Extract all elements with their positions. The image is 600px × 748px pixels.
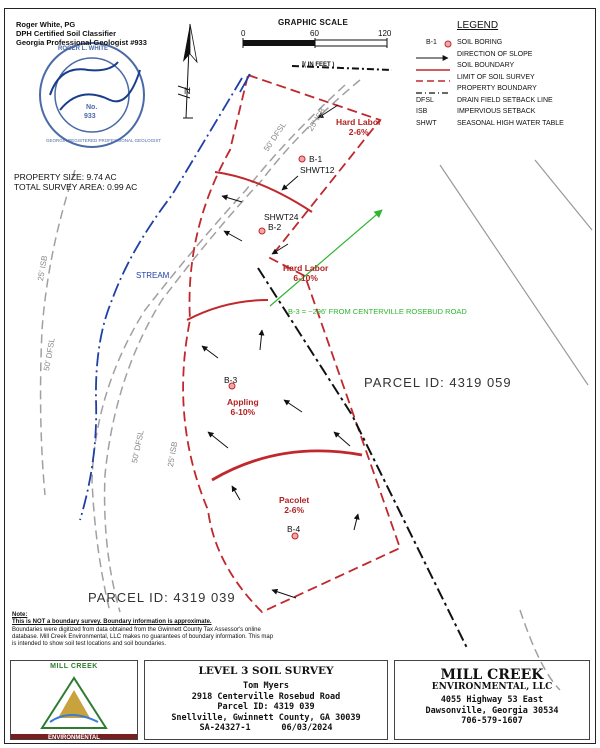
- seal-name: ROGER L. WHITE: [58, 46, 108, 52]
- slope-arrows: [202, 105, 358, 598]
- size-label: PROPERTY SIZE:: [14, 172, 85, 182]
- company-panel: [394, 660, 590, 740]
- scale-unit: ( IN FEET ): [304, 62, 335, 68]
- legend-symbols: [416, 41, 451, 93]
- legend-label: SOIL BOUNDARY: [457, 62, 515, 69]
- logo-bottom-text: ENVIRONMENTAL: [48, 735, 100, 741]
- setback-label: 25' ISB: [306, 106, 328, 133]
- soil-unit-hard-labor-2: Hard Labor 6-10%: [283, 263, 329, 283]
- legend-label: PROPERTY BOUNDARY: [457, 85, 537, 92]
- legend-title: LEGEND: [457, 20, 499, 31]
- scale-tick: 60: [310, 29, 319, 38]
- note-label: Note:: [12, 612, 28, 618]
- boring-b2-note: SHWT24: [264, 212, 299, 222]
- client-name: Tom Myers: [242, 681, 290, 691]
- seal-number-label: No.: [86, 104, 98, 111]
- geologist-seal: [40, 43, 144, 147]
- seal-number: 933: [84, 113, 96, 120]
- cert-line: Georgia Professional Geologist #933: [16, 38, 147, 47]
- legend-label: SOIL BORING: [457, 39, 503, 46]
- legend-label: LIMIT OF SOIL SURVEY: [457, 73, 535, 81]
- boring-b2-id: B-2: [268, 222, 282, 232]
- parcel-id-039: PARCEL ID: 4319 039: [88, 590, 236, 605]
- survey-date: 06/03/2024: [281, 723, 333, 733]
- company-suffix: ENVIRONMENTAL, LLC: [431, 682, 553, 692]
- scale-tick: 0: [241, 29, 246, 38]
- legend-label: SEASONAL HIGH WATER TABLE: [457, 119, 564, 127]
- note-underlined: This is NOT a boundary survey. Boundary information is approximate.: [12, 619, 212, 626]
- logo-panel: [10, 660, 138, 740]
- logo-text: MILL CREEK: [50, 663, 98, 670]
- parcel-line: Parcel ID: 4319 039: [217, 702, 315, 712]
- area-value: 0.99 AC: [107, 182, 138, 192]
- legend-label: IMPERVIOUS SETBACK: [457, 108, 536, 115]
- size-value: 9.74 AC: [86, 172, 117, 182]
- property-stats: [14, 172, 137, 192]
- survey-title: LEVEL 3 SOIL SURVEY: [198, 665, 334, 677]
- scale-tick: 120: [378, 29, 392, 38]
- boring-b4-id: B-4: [287, 524, 301, 534]
- job-line: [145, 723, 387, 734]
- seal-title: GEORGIA REGISTERED PROFESSIONAL GEOLOGIST: [46, 138, 162, 143]
- legend-label: DRAIN FIELD SETBACK LINE: [457, 96, 553, 104]
- company-phone: 706-579-1607: [461, 716, 523, 726]
- distance-arrow: [270, 210, 382, 306]
- city-line: Snellville, Gwinnett County, GA 30039: [171, 712, 361, 723]
- soil-unit-hard-labor-1: Hard Labor 2-6%: [336, 117, 382, 137]
- setback-label: 25' ISB: [166, 440, 180, 468]
- setback-label: 25' ISB: [36, 254, 50, 282]
- legend-symbol-text: ISB: [416, 108, 428, 115]
- boring-b1-note: SHWT12: [300, 165, 335, 175]
- company-city: Dawsonville, Georgia 30534: [425, 705, 559, 716]
- legend-symbol-text: DFSL: [416, 96, 434, 104]
- disclaimer-note: [12, 612, 274, 648]
- site-address: 2918 Centerville Rosebud Road: [191, 691, 341, 702]
- parcel-id-059: PARCEL ID: 4319 059: [364, 375, 512, 390]
- company-street: 4055 Highway 53 East: [440, 695, 544, 705]
- legend-label: DIRECTION OF SLOPE: [457, 50, 533, 58]
- soil-unit-pacolet: Pacolet 2-6%: [279, 495, 310, 515]
- boring-b3-id: B-3: [224, 375, 238, 385]
- company-name: MILL CREEK: [440, 667, 544, 683]
- scale-title: GRAPHIC SCALE: [278, 18, 349, 27]
- job-number: SA-24327-1: [199, 723, 251, 733]
- note-body: Boundaries were digitized from data obtained from the Gwinnett County Tax Assessor's online database. Mill Creek Environmental, LLC makes no guarantees of boundary information. This map is intended to show soil test locations and soil boundaries.: [12, 626, 274, 648]
- certification-block: [16, 20, 147, 47]
- stream-label: STREAM: [136, 271, 170, 280]
- setback-label: 50' DFSL: [130, 429, 146, 464]
- legend-symbol-text: SHWT: [416, 119, 437, 127]
- cert-line: DPH Certified Soil Classifier: [16, 29, 117, 38]
- north-arrow: [178, 24, 197, 118]
- cert-line: Roger White, PG: [16, 20, 76, 29]
- setback-label: 50' DFSL: [262, 120, 288, 154]
- boring-b1-id: B-1: [309, 154, 323, 164]
- north-label: N: [184, 86, 191, 96]
- area-label: TOTAL SURVEY AREA:: [14, 182, 105, 192]
- distance-note: B-3 = ~296' FROM CENTERVILLE ROSEBUD ROAD: [288, 307, 467, 316]
- soil-unit-appling: Appling 6-10%: [227, 397, 259, 417]
- legend-symbol-text: B-1: [426, 39, 437, 46]
- title-panel: [144, 660, 388, 740]
- setback-label: 50' DFSL: [42, 337, 57, 372]
